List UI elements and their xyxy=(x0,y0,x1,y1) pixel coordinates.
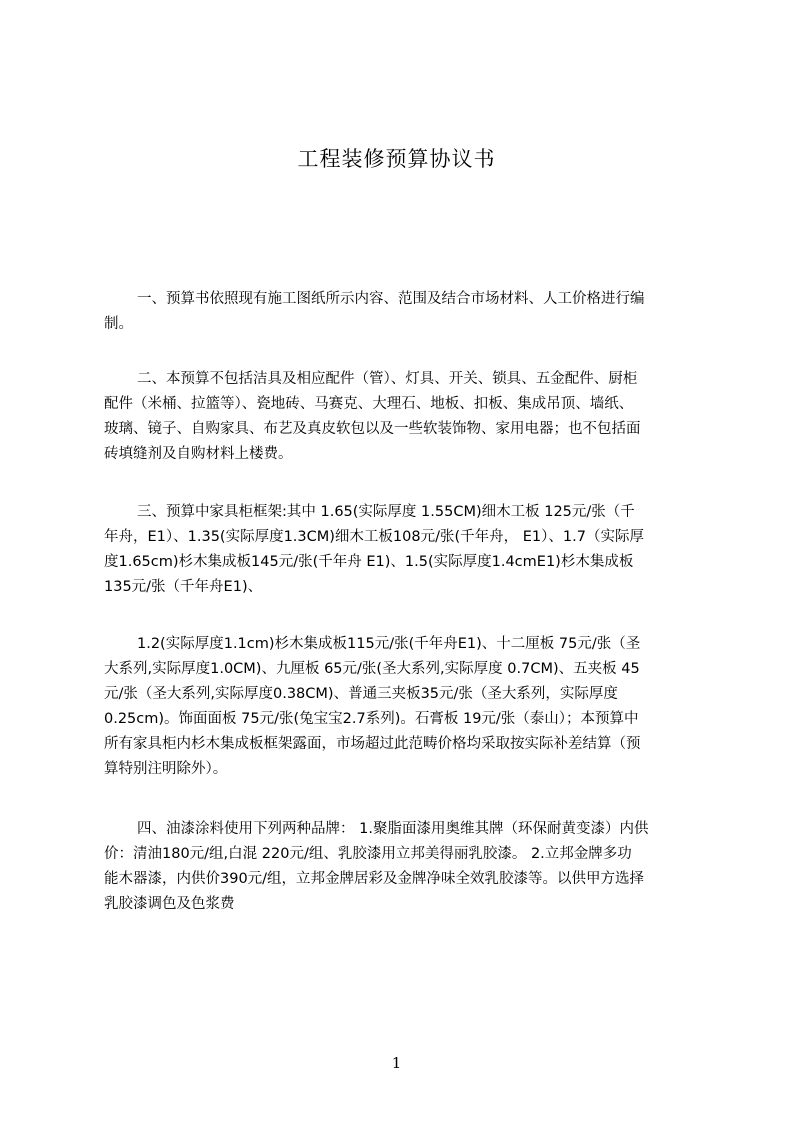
paragraph-line: 砖填缝剂及自购材料上楼费。 xyxy=(104,446,293,462)
paragraph-exclusions xyxy=(104,367,698,467)
paragraph-line: 0.25cm)。饰面面板 75元/张(兔宝宝2.7系列)。石膏板 19元/张（泰山）；本预算中 xyxy=(104,711,639,727)
paragraph-line: 乳胶漆调色及色浆费 xyxy=(104,896,235,912)
paragraph-line: 一、预算书依照现有施工图纸所示内容、范围及结合市场材料、人工价格进行编 xyxy=(137,291,645,307)
paragraph-line: 1.2(实际厚度1.1cm)杉木集成板115元/张(千年舟E1)、十二厘板 75元/张（圣 xyxy=(137,636,641,652)
paragraph-paint-brands xyxy=(104,817,698,917)
paragraph-line: 二、本预算不包括洁具及相应配件（管）、灯具、开关、锁具、五金配件、厨柜 xyxy=(137,371,638,387)
paragraph-cabinet-frame xyxy=(104,500,698,600)
paragraph-line: 玻璃、镜子、自购家具、布艺及真皮软包以及一些软装饰物、家用电器；也不包括面 xyxy=(104,421,641,437)
paragraph-line: 年舟，E1）、1.35(实际厚度1.3CM)细木工板108元/张(千年舟， E1）、1.7（实际厚 xyxy=(104,529,644,545)
document-title: 工程装修预算协议书 xyxy=(297,147,496,171)
page-number: 1 xyxy=(391,1054,402,1072)
paragraph-line: 大系列,实际厚度1.0CM)、九厘板 65元/张(圣大系列,实际厚度 0.7CM)、五夹板 45 xyxy=(104,661,640,677)
paragraph-line: 配件（米桶、拉篮等）、瓷地砖、马赛克、大理石、地板、扣板、集成吊顶、墙纸、 xyxy=(104,396,634,412)
paragraph-line: 所有家具柜内杉木集成板框架露面，市场超过此范畴价格均采取按实际补差结算（预 xyxy=(104,736,641,752)
paragraph-board-prices xyxy=(104,632,698,782)
paragraph-scope xyxy=(104,287,698,337)
paragraph-line: 135元/张（千年舟E1)、 xyxy=(104,579,263,595)
paragraph-line: 能木器漆，内供价390元/组，立邦金牌居彩及金牌净味全效乳胶漆等。以供甲方选择 xyxy=(104,871,645,887)
paragraph-line: 价：清油180元/组,白混 220元/组、乳胶漆用立邦美得丽乳胶漆。 2.立邦金牌多功 xyxy=(104,846,632,862)
paragraph-line: 制。 xyxy=(104,316,133,332)
paragraph-line: 三、预算中家具柜框架:其中 1.65(实际厚度 1.55CM)细木工板 125元/张（千 xyxy=(137,504,635,520)
paragraph-line: 四、油漆涂料使用下列两种品牌： 1.聚脂面漆用奥维其牌（环保耐黄变漆）内供 xyxy=(137,821,649,837)
paragraph-line: 元/张（圣大系列,实际厚度0.38CM)、普通三夹板35元/张（圣大系列，实际厚度 xyxy=(104,686,618,702)
paragraph-line: 度1.65cm)杉木集成板145元/张(千年舟 E1)、1.5(实际厚度1.4cmE1)杉木集成板 xyxy=(104,554,634,570)
paragraph-line: 算特别注明除外）。 xyxy=(104,761,228,777)
